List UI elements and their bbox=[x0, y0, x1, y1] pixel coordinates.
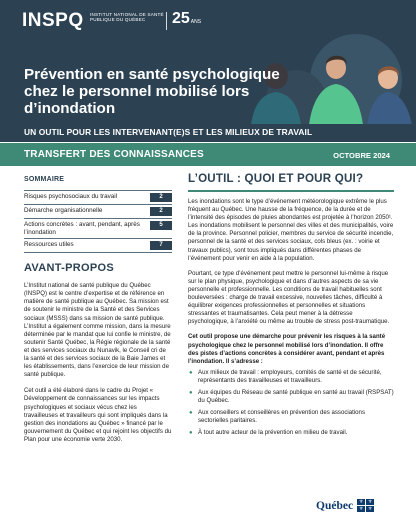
fleur-de-lis-icon: ⚜ bbox=[367, 506, 373, 512]
audience-list bbox=[188, 369, 394, 438]
quebec-wordmark: Québec bbox=[316, 499, 354, 512]
list-item: ● Aux équipes du Réseau de santé publique en santé au travail (RSPSAT) du Québec. bbox=[188, 389, 394, 405]
list-item: ● À tout autre acteur de la prévention en milieu de travail. bbox=[188, 429, 394, 437]
toc-item-page: 2 bbox=[150, 193, 172, 202]
toc-item-label: Démarche organisationnelle bbox=[24, 207, 103, 214]
toc-item[interactable] bbox=[24, 204, 172, 218]
left-column bbox=[24, 176, 172, 444]
toc-item[interactable] bbox=[24, 190, 172, 204]
outil-paragraph-bold: Cet outil propose une démarche pour prévenir les risques à la santé psychologique chez le personnel mobilisé lors d’inondation. Il offre des pistes d’actions concrètes à considérer avant, pendant et après l’inondation. Il s’adresse : bbox=[188, 333, 386, 365]
toc-item-page: 5 bbox=[150, 221, 172, 230]
logo-divider bbox=[166, 12, 167, 30]
document-subtitle: UN OUTIL POUR LES INTERVENANT(E)S ET LES MILIEUX DE TRAVAIL bbox=[24, 127, 313, 137]
header-banner bbox=[0, 0, 416, 142]
toc-item[interactable] bbox=[24, 238, 172, 253]
right-column bbox=[188, 172, 394, 441]
fleur-de-lis-flag-icon bbox=[357, 499, 374, 512]
fleur-de-lis-icon: ⚜ bbox=[358, 506, 364, 512]
toc-item-page: 2 bbox=[150, 207, 172, 216]
toc-item[interactable] bbox=[24, 218, 172, 238]
sommaire-heading: SOMMAIRE bbox=[24, 176, 65, 183]
toc-item-label: Risques psychosociaux du travail bbox=[24, 193, 118, 200]
anniversary-number: 25 bbox=[172, 10, 190, 27]
avant-propos-heading: AVANT-PROPOS bbox=[24, 262, 114, 275]
quebec-logo bbox=[316, 499, 374, 512]
toc-item-page: 7 bbox=[150, 241, 172, 250]
anniversary-unit: ANS bbox=[190, 19, 202, 25]
logo-subtitle: INSTITUT NATIONAL DE SANTÉ PUBLIQUE DU QUÉBEC bbox=[90, 12, 164, 23]
anniversary-badge bbox=[172, 10, 201, 28]
avant-propos-paragraph: L’Institut national de santé publique du Québec (INSPQ) est le centre d’expertise et de référence en matière de santé publique au Québec. Sa mission est de soutenir le ministre de la Santé et des Services sociaux (MSSS) dans sa mission de santé publique. L’Institut a également comme mission, dans la mesure déterminée par le mandat que lui confie le ministre, de soutenir Santé Québec, la Régie régionale de la santé et des services sociaux du Nunavik, le Conseil cri de la santé et des services sociaux de la Baie James et les établissements, dans l’exercice de leur mission de santé publique. bbox=[24, 282, 171, 379]
toc-item-label: Actions concrètes : avant, pendant, après l’inondation bbox=[24, 221, 140, 236]
document-title: Prévention en santé psychologique chez le personnel mobilisé lors d’inondation bbox=[24, 66, 280, 117]
category-label: TRANSFERT DES CONNAISSANCES bbox=[24, 149, 204, 160]
inspq-logo: INSPQ bbox=[22, 10, 84, 31]
outil-paragraph: Pourtant, ce type d’événement peut mettre le personnel lui-même à risque sur le plan physique, psychologique et dans d’autres aspects de sa vie personnelle et professionnelle. Les conditions de travail habituelles sont bouleversées : charge de travail excessive, nouvelles tâches, difficulté à équilibrer exigences professionnelles et personnelles et situations stressantes et traumatisantes. Cela peut mener à la détresse psychologique, à l’anxiété ou même au trouble de stress post-traumatique. bbox=[188, 269, 390, 326]
toc-item-label: Ressources utiles bbox=[24, 241, 74, 249]
avant-propos-paragraph: Cet outil a été élaboré dans le cadre du Projet « Développement de connaissances sur les impacts psychologiques et sociaux vécus chez les travailleuses et travailleurs qui sont impliqués dans la gestion des inondations au Québec » financé par le gouvernement du Québec et qui rejoint les objectifs du Plan pour une économie verte 2030. bbox=[24, 387, 172, 443]
heading-rule bbox=[188, 190, 394, 192]
outil-paragraph: Les inondations sont le type d’événement météorologique extrême le plus fréquent au Québec. Une hausse de la fréquence, de la durée et de l’intensité des épisodes de pluies abondantes est projetée à l’horizon 2050¹. Les inondations mobilisent le personnel des villes et des municipalités, voire de la province. Personnel policier, membres du service de sécurité incendie, personnel de la santé et des services sociaux, cols bleus (ex. : voirie et travaux publics), sont tous impliqués dans différentes phases de l’événement pour venir en aide à la population. bbox=[188, 198, 394, 262]
outil-heading: L’OUTIL : QUOI ET POUR QUI? bbox=[188, 172, 364, 185]
table-of-contents bbox=[24, 190, 172, 253]
list-item: ● Aux milieux de travail : employeurs, comités de santé et de sécurité, représentants des travailleuses et travailleurs. bbox=[188, 369, 394, 385]
fleur-de-lis-icon: ⚜ bbox=[367, 499, 373, 505]
publication-date: OCTOBRE 2024 bbox=[333, 151, 390, 160]
fleur-de-lis-icon: ⚜ bbox=[358, 499, 364, 505]
list-item: ● Aux conseillers et conseillères en prévention des associations sectorielles paritaires. bbox=[188, 409, 394, 425]
